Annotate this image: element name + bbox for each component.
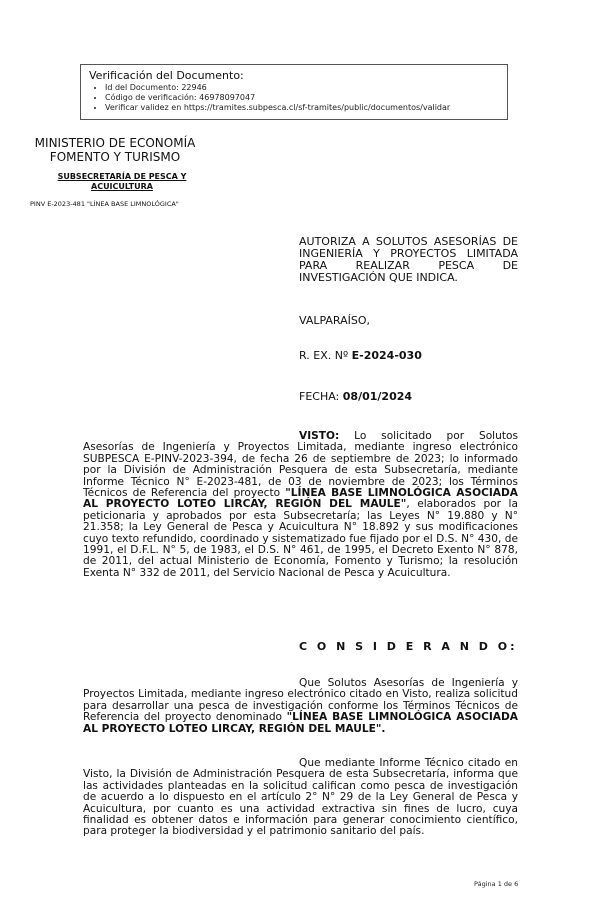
- ministry-name-line1: MINISTERIO DE ECONOMÍA: [34, 136, 196, 150]
- verification-title: Verificación del Documento:: [89, 69, 244, 82]
- visto-project-name: "LÍNEA BASE LIMNOLÓGICA ASOCIADA AL PROYECTO LOTEO LIRCAY, REGIÓN DEL MAULE": [83, 487, 518, 511]
- considerando-heading: C O N S I D E R A N D O:: [299, 640, 518, 653]
- verification-box: [80, 64, 508, 120]
- verification-list: [89, 83, 501, 113]
- visto-text-a: Lo solicitado por Solutos Asesorías de Ingeniería y Proyectos Limitada, mediante ingreso electrónico SUBPESCA E-PINV-2023-394, de fecha 26 de septiembre de 2023; lo informado por la División de Administración Pesquera de esta Subsecretaría, mediante Informe Técnico N° E-2023-481, de 03 de noviembre de 2023; los Términos Técnicos de Referencia del proyecto: [83, 430, 518, 500]
- rex-number: E-2024-030: [351, 349, 422, 362]
- considerando-p1-text: Que Solutos Asesorías de Ingeniería y Proyectos Limitada, mediante ingreso electrónico citado en Visto, realiza solicitud para desarrollar una pesca de investigación conforme los Términos Técnicos de Referencia del proyecto denominado: [83, 677, 518, 724]
- subsecretaria-name: SUBSECRETARÍA DE PESCA Y ACUICULTURA: [57, 172, 187, 191]
- visto-text-b: , elaborados por la peticionaria y aprobados por esta Subsecretaría; las Leyes N° 19.880 y N° 21.358; la Ley General de Pesca y Acuicultura N° 18.892 y sus modificaciones cuyo texto refundido, coordinado y sistematizado fue fijado por el D.S. N° 430, de 1991, el D.F.L. N° 5, de 1983, el D.S. N° 461, de 1995, el Decreto Exento N° 878, de 2011, del actual Ministerio de Economía, Fomento y Turismo; la resolución Exenta N° 332 de 2011, del Servicio Nacional de Pesca y Acuicultura.: [83, 498, 518, 579]
- page-number: Página 1 de 6: [474, 880, 519, 888]
- verification-document-id: • Id del Documento: 22946: [105, 83, 501, 93]
- ministry-name-line2: FOMENTO Y TURISMO: [49, 150, 181, 164]
- considerando-paragraph-2: Que mediante Informe Técnico citado en Visto, la División de Administración Pesquera de esta Subsecretaría, informa que las actividades planteadas en la solicitud califican como pesca de investigación de acuerdo a lo dispuesto en el artículo 2° N° 29 de la Ley General de Pesca y Acuicultura, por cuanto es una actividad extractiva sin fines de lucro, cuya finalidad es obtener datos e información para generar conocimiento científico, para proteger la biodiversidad y el patrimonio sanitario del país.: [83, 757, 518, 838]
- date-value: 08/01/2024: [342, 390, 413, 403]
- considerando-p1-project: "LÍNEA BASE LIMNOLÓGICA ASOCIADA AL PROYECTO LOTEO LIRCAY, REGIÓN DEL MAULE".: [83, 711, 518, 735]
- verification-code: • Código de verificación: 46978097047: [105, 93, 501, 103]
- ministry-header: [30, 136, 200, 164]
- resolution-title: AUTORIZA A SOLUTOS ASESORÍAS DE INGENIERÍA Y PROYECTOS LIMITADA PARA REALIZAR PESCA DE INVESTIGACIÓN QUE INDICA.: [299, 235, 518, 284]
- verification-url[interactable]: • Verificar validez en https://tramites.subpesca.cl/sf-tramites/public/documentos/validar: [105, 103, 501, 113]
- reference-code: PINV E-2023-481 "LÍNEA BASE LIMNOLÓGICA": [30, 200, 179, 208]
- visto-label: VISTO:: [299, 430, 340, 442]
- considerando-paragraph-1: [83, 678, 518, 735]
- resolution-date: [299, 391, 518, 403]
- resolution-number: [299, 350, 518, 362]
- resolution-city: VALPARAÍSO,: [299, 314, 371, 327]
- date-label: FECHA:: [299, 390, 343, 403]
- visto-paragraph: [83, 431, 518, 579]
- rex-label: R. EX. Nº: [299, 349, 352, 362]
